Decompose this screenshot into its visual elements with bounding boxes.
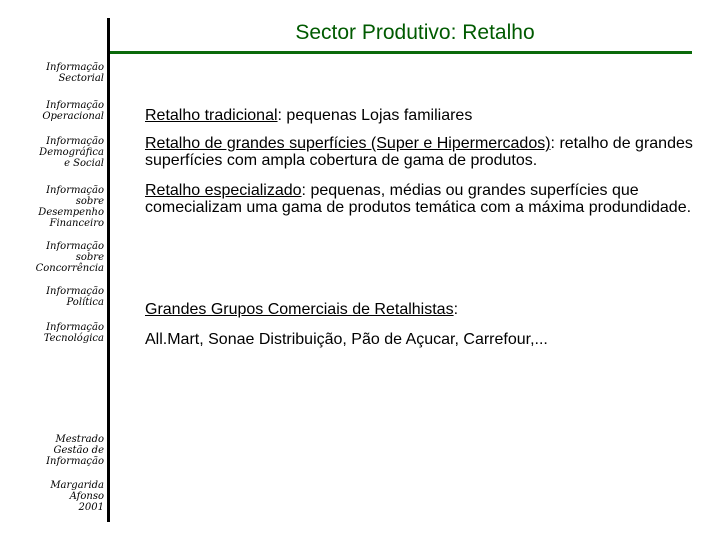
paragraph-text: : <box>453 301 459 318</box>
sidebar-item-informacao-tecnologica <box>44 322 104 344</box>
sidebar-item-line: Financeiro <box>49 218 104 229</box>
sidebar-item-line: Informação <box>46 185 104 196</box>
sidebar-item-line: Informação <box>46 100 104 111</box>
paragraph-text: : retalho de grandes superfícies com ampla cobertura de gama de produtos. <box>145 135 693 169</box>
sidebar-item-line: sobre <box>75 252 104 263</box>
term-retalho-tradicional: Retalho tradicional <box>145 107 278 124</box>
footer-line: Afonso <box>69 491 104 502</box>
sidebar-item-line: Tecnológica <box>43 333 104 344</box>
sidebar-item-informacao-sectorial <box>46 62 104 84</box>
paragraph-retalho-tradicional <box>145 107 715 124</box>
sidebar-divider <box>107 18 110 522</box>
footer-line: Margarida <box>50 480 104 491</box>
sidebar-item-informacao-politica <box>46 286 104 308</box>
footer-line: Mestrado <box>55 434 104 445</box>
sidebar-item-line: Informação <box>46 62 104 73</box>
title-underline <box>108 51 692 54</box>
paragraph-grandes-superficies <box>145 135 715 169</box>
sidebar-item-line: Política <box>66 297 104 308</box>
footer-line: Informação <box>46 456 104 467</box>
paragraph-text: : pequenas Lojas familiares <box>277 107 473 124</box>
sidebar-item-informacao-operacional <box>42 100 104 122</box>
paragraph-grandes-grupos <box>145 301 715 318</box>
term-retalho-especializado: Retalho especializado <box>145 182 302 199</box>
sidebar-footer-course <box>46 434 104 467</box>
paragraph-retalho-especializado <box>145 182 715 216</box>
footer-line: Gestão de <box>53 445 104 456</box>
sidebar-item-informacao-concorrencia <box>36 241 104 274</box>
footer-line: 2001 <box>78 502 104 513</box>
sidebar-item-line: Informação <box>46 136 104 147</box>
sidebar-item-line: sobre <box>75 196 104 207</box>
paragraph-text: : pequenas, médias ou grandes superfícies que comecializam uma gama de produtos temática com a máxima produndidade. <box>145 182 692 216</box>
sidebar-item-line: Desempenho <box>38 207 104 218</box>
sidebar-item-line: Informação <box>46 322 104 333</box>
sidebar-item-informacao-demografica <box>39 136 104 169</box>
sidebar-item-line: Sectorial <box>58 73 104 84</box>
term-grandes-grupos: Grandes Grupos Comerciais de Retalhistas <box>145 301 454 318</box>
sidebar-item-informacao-desempenho <box>38 185 104 229</box>
sidebar-item-line: e Social <box>64 158 104 169</box>
sidebar-item-line: Informação <box>46 286 104 297</box>
slide-title: Sector Produtivo: Retalho <box>295 21 535 44</box>
sidebar-item-line: Demográfica <box>39 147 104 158</box>
sidebar-footer-author <box>50 480 104 513</box>
sidebar-item-line: Operacional <box>42 111 104 122</box>
sidebar-item-line: Informação <box>46 241 104 252</box>
sidebar-item-line: Concorrência <box>35 263 104 274</box>
paragraph-grupos-lista: All.Mart, Sonae Distribuição, Pão de Açucar, Carrefour,... <box>145 331 548 348</box>
term-grandes-superficies: Retalho de grandes superfícies (Super e Hipermercados) <box>145 135 551 152</box>
